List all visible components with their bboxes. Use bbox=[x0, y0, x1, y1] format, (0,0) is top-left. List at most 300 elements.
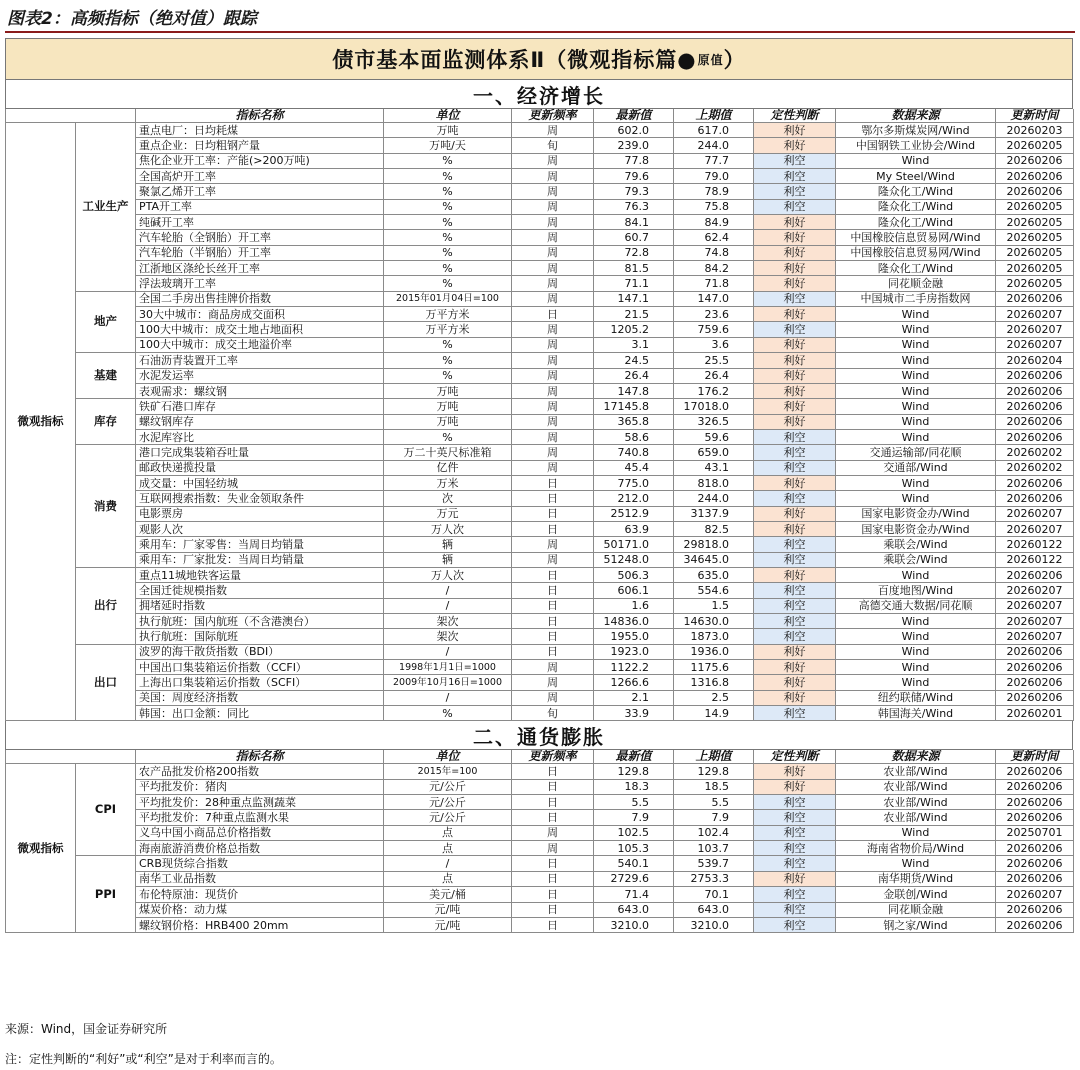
unit-cell: 亿件 bbox=[384, 460, 512, 475]
source-cell: 乘联会/Wind bbox=[836, 537, 996, 552]
indicator-name: 上海出口集装箱运价指数（SCFI） bbox=[136, 675, 384, 690]
latest-value-cell: 72.8 bbox=[594, 245, 674, 260]
frequency-cell: 周 bbox=[512, 276, 594, 291]
previous-value-cell: 539.7 bbox=[674, 856, 754, 871]
frequency-cell: 周 bbox=[512, 123, 594, 138]
latest-value-cell: 1205.2 bbox=[594, 322, 674, 337]
source-cell: 韩国海关/Wind bbox=[836, 706, 996, 721]
unit-cell: % bbox=[384, 706, 512, 721]
source-cell: 南华期货/Wind bbox=[836, 871, 996, 886]
source-cell: Wind bbox=[836, 368, 996, 383]
source-note: 来源：Wind，国金证券研究所 bbox=[5, 1022, 168, 1036]
update-date-cell: 20260206 bbox=[996, 841, 1074, 856]
table-row bbox=[6, 414, 1074, 429]
frequency-cell: 周 bbox=[512, 383, 594, 398]
previous-value-cell: 84.9 bbox=[674, 215, 754, 230]
unit-cell: 架次 bbox=[384, 614, 512, 629]
table-row bbox=[6, 123, 1074, 138]
frequency-cell: 日 bbox=[512, 902, 594, 917]
latest-value-cell: 21.5 bbox=[594, 307, 674, 322]
column-header: 数据来源 bbox=[836, 750, 996, 764]
previous-value-cell: 77.7 bbox=[674, 153, 754, 168]
unit-cell: 点 bbox=[384, 871, 512, 886]
latest-value-cell: 26.4 bbox=[594, 368, 674, 383]
latest-value-cell: 79.3 bbox=[594, 184, 674, 199]
table-row bbox=[6, 460, 1074, 475]
previous-value-cell: 7.9 bbox=[674, 810, 754, 825]
indicator-name: 邮政快递揽投量 bbox=[136, 460, 384, 475]
latest-value-cell: 2512.9 bbox=[594, 506, 674, 521]
unit-cell: / bbox=[384, 598, 512, 613]
update-date-cell: 20260205 bbox=[996, 276, 1074, 291]
judgement-cell: 利空 bbox=[754, 291, 836, 306]
unit-cell: % bbox=[384, 368, 512, 383]
section-title: 二、通货膨胀 bbox=[5, 721, 1073, 750]
frequency-cell: 周 bbox=[512, 552, 594, 567]
indicator-name: 螺纹钢库存 bbox=[136, 414, 384, 429]
column-header: 更新频率 bbox=[512, 750, 594, 764]
judgement-cell: 利空 bbox=[754, 322, 836, 337]
judgement-cell: 利好 bbox=[754, 383, 836, 398]
column-header: 单位 bbox=[384, 750, 512, 764]
update-date-cell: 20260206 bbox=[996, 383, 1074, 398]
table-row bbox=[6, 261, 1074, 276]
latest-value-cell: 71.1 bbox=[594, 276, 674, 291]
indicator-name: 执行航班：国内航班（不含港澳台） bbox=[136, 614, 384, 629]
previous-value-cell: 102.4 bbox=[674, 825, 754, 840]
previous-value-cell: 75.8 bbox=[674, 199, 754, 214]
frequency-cell: 周 bbox=[512, 660, 594, 675]
latest-value-cell: 79.6 bbox=[594, 169, 674, 184]
previous-value-cell: 29818.0 bbox=[674, 537, 754, 552]
unit-cell: 万人次 bbox=[384, 567, 512, 582]
update-date-cell: 20260206 bbox=[996, 291, 1074, 306]
indicator-name: 港口完成集装箱吞吐量 bbox=[136, 445, 384, 460]
indicator-name: 观影人次 bbox=[136, 521, 384, 536]
indicator-name: 重点电厂：日均耗煤 bbox=[136, 123, 384, 138]
update-date-cell: 20260206 bbox=[996, 491, 1074, 506]
table-row bbox=[6, 429, 1074, 444]
judgement-cell: 利空 bbox=[754, 169, 836, 184]
update-date-cell: 20260207 bbox=[996, 337, 1074, 352]
frequency-cell: 周 bbox=[512, 368, 594, 383]
previous-value-cell: 26.4 bbox=[674, 368, 754, 383]
indicator-name: 执行航班：国际航班 bbox=[136, 629, 384, 644]
latest-value-cell: 33.9 bbox=[594, 706, 674, 721]
judgement-cell: 利好 bbox=[754, 307, 836, 322]
update-date-cell: 20260202 bbox=[996, 460, 1074, 475]
table-row bbox=[6, 169, 1074, 184]
indicator-name: 布伦特原油：现货价 bbox=[136, 887, 384, 902]
column-header: 最新值 bbox=[594, 750, 674, 764]
update-date-cell: 20260205 bbox=[996, 261, 1074, 276]
frequency-cell: 日 bbox=[512, 521, 594, 536]
indicator-name: 农产品批发价格200指数 bbox=[136, 764, 384, 779]
table-row bbox=[6, 644, 1074, 659]
latest-value-cell: 7.9 bbox=[594, 810, 674, 825]
table-row bbox=[6, 856, 1074, 871]
judgement-cell: 利好 bbox=[754, 871, 836, 886]
previous-value-cell: 1873.0 bbox=[674, 629, 754, 644]
table-row bbox=[6, 138, 1074, 153]
latest-value-cell: 105.3 bbox=[594, 841, 674, 856]
indicator-name: 水泥发运率 bbox=[136, 368, 384, 383]
frequency-cell: 周 bbox=[512, 460, 594, 475]
figure-title: 图表2：高频指标（绝对值）跟踪 bbox=[7, 9, 257, 29]
judgement-cell: 利空 bbox=[754, 825, 836, 840]
group-label: 出口 bbox=[76, 644, 136, 721]
table-row bbox=[6, 598, 1074, 613]
judgement-cell: 利好 bbox=[754, 368, 836, 383]
source-cell: 隆众化工/Wind bbox=[836, 184, 996, 199]
source-cell: Wind bbox=[836, 567, 996, 582]
latest-value-cell: 102.5 bbox=[594, 825, 674, 840]
indicator-name: 波罗的海干散货指数（BDI） bbox=[136, 644, 384, 659]
latest-value-cell: 147.8 bbox=[594, 383, 674, 398]
update-date-cell: 20260204 bbox=[996, 353, 1074, 368]
update-date-cell: 20260206 bbox=[996, 644, 1074, 659]
source-cell: 高德交通大数据/同花顺 bbox=[836, 598, 996, 613]
previous-value-cell: 71.8 bbox=[674, 276, 754, 291]
frequency-cell: 周 bbox=[512, 825, 594, 840]
update-date-cell: 20260206 bbox=[996, 690, 1074, 705]
source-cell: 钢之家/Wind bbox=[836, 917, 996, 932]
indicator-name: 纯碱开工率 bbox=[136, 215, 384, 230]
update-date-cell: 20260207 bbox=[996, 614, 1074, 629]
header-blank bbox=[6, 109, 136, 123]
previous-value-cell: 176.2 bbox=[674, 383, 754, 398]
frequency-cell: 周 bbox=[512, 429, 594, 444]
table-row bbox=[6, 810, 1074, 825]
unit-cell: 次 bbox=[384, 491, 512, 506]
table-row bbox=[6, 902, 1074, 917]
latest-value-cell: 58.6 bbox=[594, 429, 674, 444]
update-date-cell: 20260207 bbox=[996, 583, 1074, 598]
title-divider bbox=[5, 31, 1075, 33]
source-cell: 鄂尔多斯煤炭网/Wind bbox=[836, 123, 996, 138]
table-row bbox=[6, 445, 1074, 460]
frequency-cell: 日 bbox=[512, 598, 594, 613]
source-cell: 隆众化工/Wind bbox=[836, 261, 996, 276]
source-cell: 中国钢铁工业协会/Wind bbox=[836, 138, 996, 153]
previous-value-cell: 129.8 bbox=[674, 764, 754, 779]
source-cell: 海南省物价局/Wind bbox=[836, 841, 996, 856]
column-header: 更新频率 bbox=[512, 109, 594, 123]
indicator-name: 全国高炉开工率 bbox=[136, 169, 384, 184]
table-row bbox=[6, 506, 1074, 521]
frequency-cell: 日 bbox=[512, 629, 594, 644]
update-date-cell: 20260207 bbox=[996, 506, 1074, 521]
update-date-cell: 20260205 bbox=[996, 199, 1074, 214]
unit-cell: 元/公斤 bbox=[384, 810, 512, 825]
frequency-cell: 周 bbox=[512, 322, 594, 337]
update-date-cell: 20260206 bbox=[996, 368, 1074, 383]
source-cell: My Steel/Wind bbox=[836, 169, 996, 184]
group-label: 工业生产 bbox=[76, 123, 136, 292]
latest-value-cell: 2.1 bbox=[594, 690, 674, 705]
table-row bbox=[6, 795, 1074, 810]
source-cell: Wind bbox=[836, 429, 996, 444]
frequency-cell: 日 bbox=[512, 810, 594, 825]
unit-cell: 万元 bbox=[384, 506, 512, 521]
source-cell: 隆众化工/Wind bbox=[836, 199, 996, 214]
frequency-cell: 周 bbox=[512, 184, 594, 199]
update-date-cell: 20260207 bbox=[996, 629, 1074, 644]
previous-value-cell: 5.5 bbox=[674, 795, 754, 810]
previous-value-cell: 244.0 bbox=[674, 138, 754, 153]
latest-value-cell: 81.5 bbox=[594, 261, 674, 276]
judgement-cell: 利空 bbox=[754, 491, 836, 506]
unit-cell: / bbox=[384, 644, 512, 659]
update-date-cell: 20260206 bbox=[996, 795, 1074, 810]
unit-cell: 元/吨 bbox=[384, 917, 512, 932]
judgement-cell: 利好 bbox=[754, 261, 836, 276]
previous-value-cell: 147.0 bbox=[674, 291, 754, 306]
update-date-cell: 20260207 bbox=[996, 307, 1074, 322]
previous-value-cell: 2.5 bbox=[674, 690, 754, 705]
previous-value-cell: 79.0 bbox=[674, 169, 754, 184]
latest-value-cell: 76.3 bbox=[594, 199, 674, 214]
latest-value-cell: 212.0 bbox=[594, 491, 674, 506]
frequency-cell: 日 bbox=[512, 871, 594, 886]
indicator-name: 浮法玻璃开工率 bbox=[136, 276, 384, 291]
latest-value-cell: 17145.8 bbox=[594, 399, 674, 414]
source-cell: Wind bbox=[836, 353, 996, 368]
table-row bbox=[6, 383, 1074, 398]
category-label: 微观指标 bbox=[6, 123, 76, 721]
table-row bbox=[6, 917, 1074, 932]
frequency-cell: 周 bbox=[512, 337, 594, 352]
source-cell: Wind bbox=[836, 660, 996, 675]
indicator-name: 水泥库容比 bbox=[136, 429, 384, 444]
indicator-name: 海南旅游消费价格总指数 bbox=[136, 841, 384, 856]
frequency-cell: 周 bbox=[512, 399, 594, 414]
table-row bbox=[6, 337, 1074, 352]
latest-value-cell: 1122.2 bbox=[594, 660, 674, 675]
previous-value-cell: 23.6 bbox=[674, 307, 754, 322]
latest-value-cell: 147.1 bbox=[594, 291, 674, 306]
update-date-cell: 20260207 bbox=[996, 521, 1074, 536]
table-row bbox=[6, 825, 1074, 840]
indicator-name: PTA开工率 bbox=[136, 199, 384, 214]
frequency-cell: 旬 bbox=[512, 706, 594, 721]
frequency-cell: 日 bbox=[512, 614, 594, 629]
update-date-cell: 20260122 bbox=[996, 552, 1074, 567]
previous-value-cell: 1175.6 bbox=[674, 660, 754, 675]
table-row bbox=[6, 779, 1074, 794]
source-cell: 交通运输部/同花顺 bbox=[836, 445, 996, 460]
source-cell: Wind bbox=[836, 414, 996, 429]
table-row bbox=[6, 706, 1074, 721]
frequency-cell: 周 bbox=[512, 841, 594, 856]
table-row bbox=[6, 583, 1074, 598]
latest-value-cell: 51248.0 bbox=[594, 552, 674, 567]
table-row bbox=[6, 521, 1074, 536]
update-date-cell: 20260205 bbox=[996, 138, 1074, 153]
judgement-cell: 利好 bbox=[754, 690, 836, 705]
unit-cell: 万吨 bbox=[384, 123, 512, 138]
indicator-name: 汽车轮胎（全钢胎）开工率 bbox=[136, 230, 384, 245]
latest-value-cell: 775.0 bbox=[594, 475, 674, 490]
judgement-cell: 利空 bbox=[754, 537, 836, 552]
unit-cell: 2015年01月04日=100 bbox=[384, 291, 512, 306]
source-cell: Wind bbox=[836, 383, 996, 398]
previous-value-cell: 659.0 bbox=[674, 445, 754, 460]
latest-value-cell: 1923.0 bbox=[594, 644, 674, 659]
source-cell: 同花顺金融 bbox=[836, 902, 996, 917]
frequency-cell: 周 bbox=[512, 230, 594, 245]
unit-cell: 点 bbox=[384, 841, 512, 856]
latest-value-cell: 1955.0 bbox=[594, 629, 674, 644]
unit-cell: 1998年1月1日=1000 bbox=[384, 660, 512, 675]
judgement-cell: 利好 bbox=[754, 506, 836, 521]
indicator-name: 拥堵延时指数 bbox=[136, 598, 384, 613]
latest-value-cell: 45.4 bbox=[594, 460, 674, 475]
table-row bbox=[6, 184, 1074, 199]
frequency-cell: 旬 bbox=[512, 138, 594, 153]
latest-value-cell: 1266.6 bbox=[594, 675, 674, 690]
table-row bbox=[6, 215, 1074, 230]
latest-value-cell: 60.7 bbox=[594, 230, 674, 245]
table-row bbox=[6, 764, 1074, 779]
group-label: 库存 bbox=[76, 399, 136, 445]
judgement-cell: 利好 bbox=[754, 138, 836, 153]
update-date-cell: 20260206 bbox=[996, 810, 1074, 825]
group-label: 基建 bbox=[76, 353, 136, 399]
table-row bbox=[6, 614, 1074, 629]
latest-value-cell: 2729.6 bbox=[594, 871, 674, 886]
indicator-name: 铁矿石港口库存 bbox=[136, 399, 384, 414]
judgement-cell: 利空 bbox=[754, 583, 836, 598]
indicator-name: 100大中城市：成交土地溢价率 bbox=[136, 337, 384, 352]
judgement-cell: 利空 bbox=[754, 153, 836, 168]
indicator-name: 互联网搜索指数：失业金领取条件 bbox=[136, 491, 384, 506]
judgement-cell: 利好 bbox=[754, 414, 836, 429]
banner-close: ） bbox=[723, 48, 746, 72]
previous-value-cell: 326.5 bbox=[674, 414, 754, 429]
table-row bbox=[6, 887, 1074, 902]
unit-cell: 辆 bbox=[384, 537, 512, 552]
previous-value-cell: 759.6 bbox=[674, 322, 754, 337]
previous-value-cell: 3210.0 bbox=[674, 917, 754, 932]
source-cell: Wind bbox=[836, 614, 996, 629]
unit-cell: % bbox=[384, 261, 512, 276]
group-label: PPI bbox=[76, 856, 136, 933]
previous-value-cell: 103.7 bbox=[674, 841, 754, 856]
table-row bbox=[6, 491, 1074, 506]
source-cell: 交通部/Wind bbox=[836, 460, 996, 475]
update-date-cell: 20260207 bbox=[996, 887, 1074, 902]
source-cell: 农业部/Wind bbox=[836, 795, 996, 810]
latest-value-cell: 24.5 bbox=[594, 353, 674, 368]
frequency-cell: 周 bbox=[512, 690, 594, 705]
column-header: 数据来源 bbox=[836, 109, 996, 123]
update-date-cell: 20260206 bbox=[996, 567, 1074, 582]
source-cell: 中国橡胶信息贸易网/Wind bbox=[836, 230, 996, 245]
latest-value-cell: 77.8 bbox=[594, 153, 674, 168]
previous-value-cell: 244.0 bbox=[674, 491, 754, 506]
source-cell: 百度地图/Wind bbox=[836, 583, 996, 598]
indicator-name: 南华工业品指数 bbox=[136, 871, 384, 886]
update-date-cell: 20260205 bbox=[996, 245, 1074, 260]
indicator-name: 石油沥青装置开工率 bbox=[136, 353, 384, 368]
source-cell: Wind bbox=[836, 675, 996, 690]
column-header: 定性判断 bbox=[754, 750, 836, 764]
judgement-cell: 利空 bbox=[754, 629, 836, 644]
group-label: 消费 bbox=[76, 445, 136, 568]
latest-value-cell: 239.0 bbox=[594, 138, 674, 153]
frequency-cell: 周 bbox=[512, 291, 594, 306]
column-header: 最新值 bbox=[594, 109, 674, 123]
unit-cell: 万吨 bbox=[384, 383, 512, 398]
indicator-table bbox=[5, 750, 1074, 933]
previous-value-cell: 34645.0 bbox=[674, 552, 754, 567]
frequency-cell: 日 bbox=[512, 506, 594, 521]
column-header: 指标名称 bbox=[136, 750, 384, 764]
unit-cell: 万吨 bbox=[384, 399, 512, 414]
update-date-cell: 20260206 bbox=[996, 153, 1074, 168]
category-label: 微观指标 bbox=[6, 764, 76, 933]
unit-cell: / bbox=[384, 583, 512, 598]
latest-value-cell: 3210.0 bbox=[594, 917, 674, 932]
source-cell: 国家电影资金办/Wind bbox=[836, 506, 996, 521]
previous-value-cell: 59.6 bbox=[674, 429, 754, 444]
unit-cell: / bbox=[384, 856, 512, 871]
unit-cell: 美元/桶 bbox=[384, 887, 512, 902]
source-cell: 农业部/Wind bbox=[836, 810, 996, 825]
previous-value-cell: 1316.8 bbox=[674, 675, 754, 690]
update-date-cell: 20260206 bbox=[996, 184, 1074, 199]
latest-value-cell: 602.0 bbox=[594, 123, 674, 138]
judgement-cell: 利空 bbox=[754, 841, 836, 856]
latest-value-cell: 129.8 bbox=[594, 764, 674, 779]
update-date-cell: 20260206 bbox=[996, 169, 1074, 184]
unit-cell: % bbox=[384, 276, 512, 291]
judgement-cell: 利空 bbox=[754, 552, 836, 567]
table-row bbox=[6, 291, 1074, 306]
frequency-cell: 日 bbox=[512, 307, 594, 322]
table-row bbox=[6, 322, 1074, 337]
source-cell: 中国橡胶信息贸易网/Wind bbox=[836, 245, 996, 260]
indicator-name: 成交量：中国轻纺城 bbox=[136, 475, 384, 490]
latest-value-cell: 643.0 bbox=[594, 902, 674, 917]
update-date-cell: 20260201 bbox=[996, 706, 1074, 721]
previous-value-cell: 17018.0 bbox=[674, 399, 754, 414]
table-row bbox=[6, 552, 1074, 567]
unit-cell: 点 bbox=[384, 825, 512, 840]
judgement-cell: 利好 bbox=[754, 644, 836, 659]
indicator-name: 煤炭价格：动力煤 bbox=[136, 902, 384, 917]
latest-value-cell: 5.5 bbox=[594, 795, 674, 810]
unit-cell: 元/吨 bbox=[384, 902, 512, 917]
previous-value-cell: 70.1 bbox=[674, 887, 754, 902]
frequency-cell: 日 bbox=[512, 644, 594, 659]
latest-value-cell: 740.8 bbox=[594, 445, 674, 460]
latest-value-cell: 71.4 bbox=[594, 887, 674, 902]
judgement-cell: 利好 bbox=[754, 475, 836, 490]
previous-value-cell: 14630.0 bbox=[674, 614, 754, 629]
frequency-cell: 日 bbox=[512, 856, 594, 871]
judgement-cell: 利好 bbox=[754, 521, 836, 536]
update-date-cell: 20260206 bbox=[996, 475, 1074, 490]
source-cell: 农业部/Wind bbox=[836, 764, 996, 779]
table-row bbox=[6, 353, 1074, 368]
source-cell: 农业部/Wind bbox=[836, 779, 996, 794]
indicator-name: 中国出口集装箱运价指数（CCFI） bbox=[136, 660, 384, 675]
source-cell: Wind bbox=[836, 856, 996, 871]
indicator-name: 平均批发价：28种重点监测蔬菜 bbox=[136, 795, 384, 810]
judgement-cell: 利好 bbox=[754, 123, 836, 138]
